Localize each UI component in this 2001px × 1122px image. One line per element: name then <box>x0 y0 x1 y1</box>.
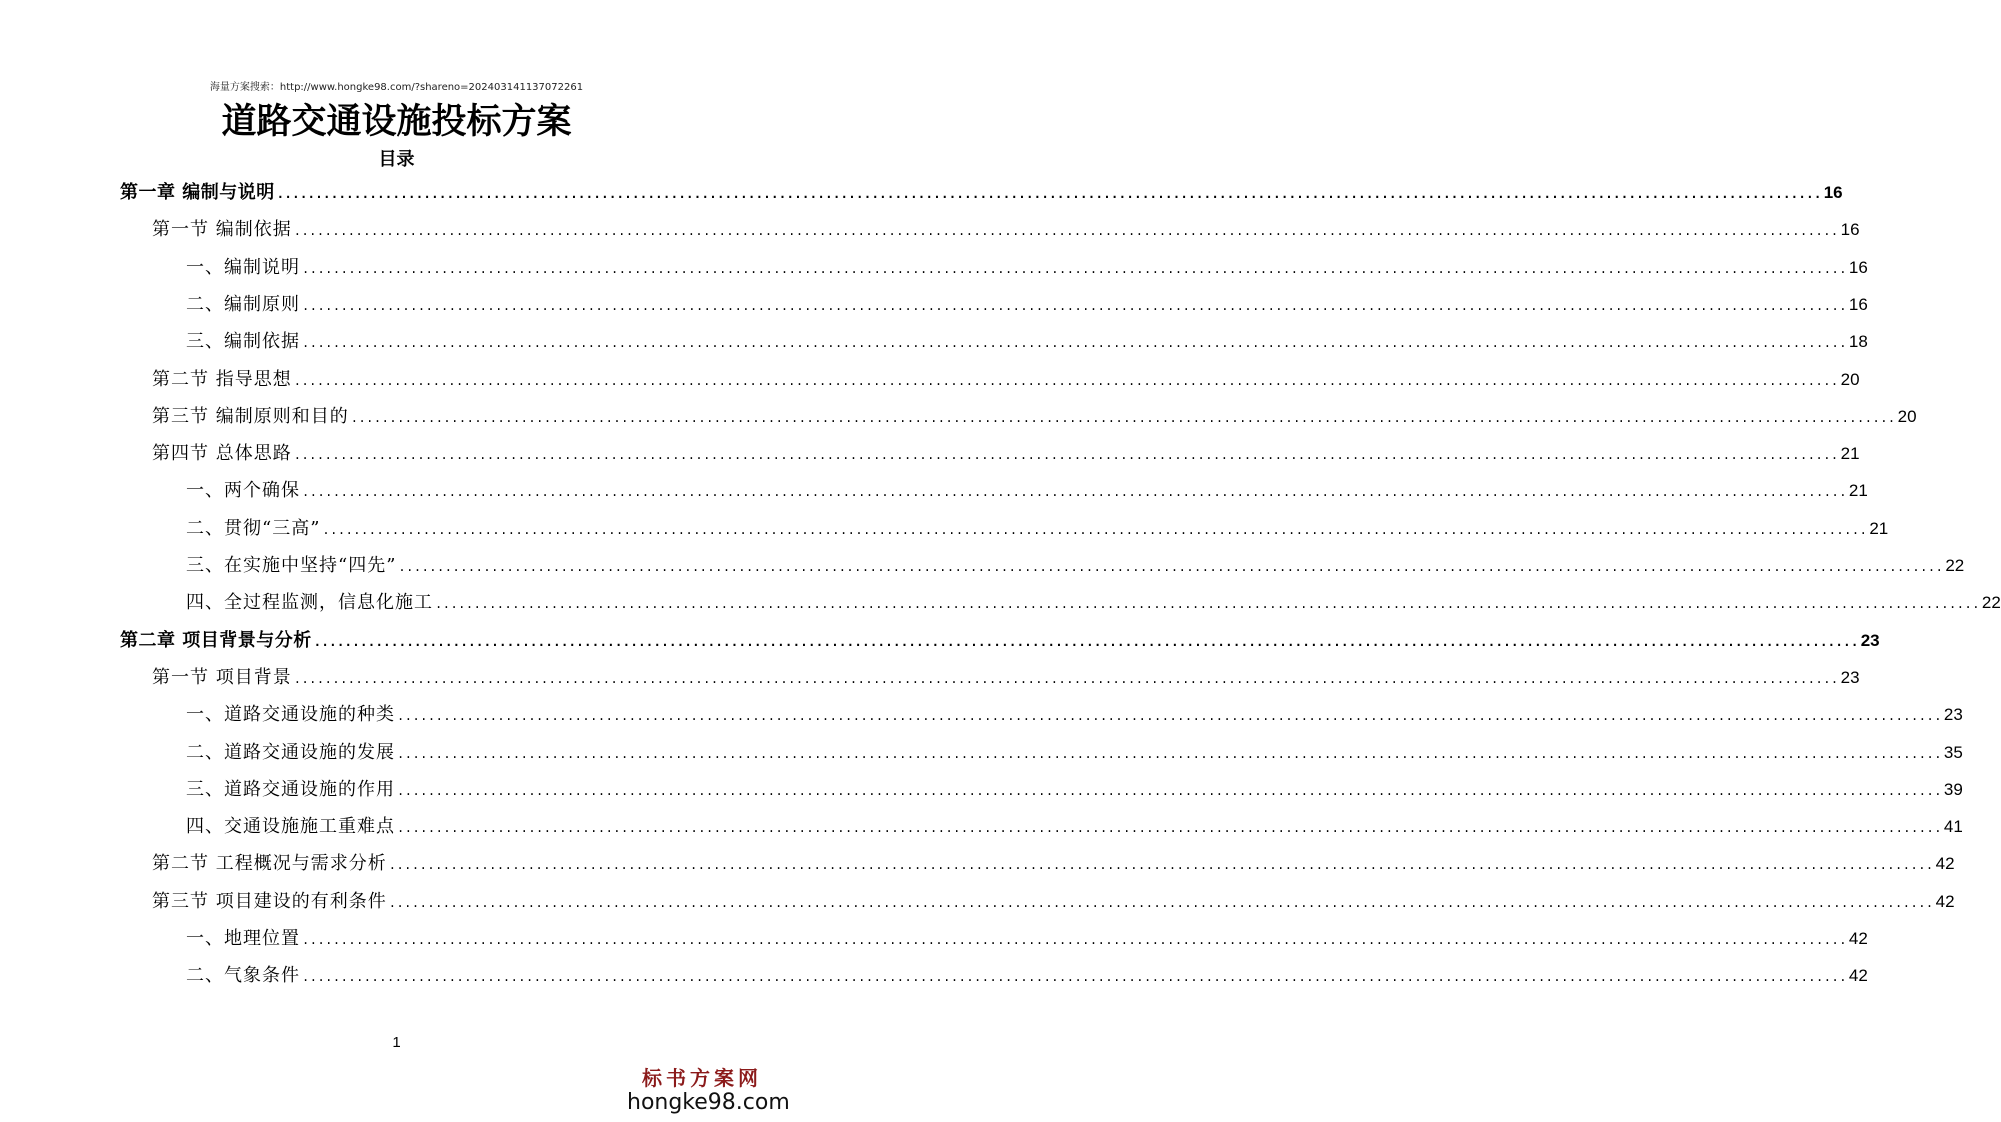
toc-entry-label: 二、编制原则 <box>186 293 300 315</box>
document-title: 道路交通设施投标方案 <box>221 102 572 142</box>
toc-entry-page: 18 <box>1848 332 1868 352</box>
toc-entry-page: 20 <box>1840 369 1860 389</box>
toc-entry-page: 21 <box>1840 444 1860 464</box>
toc-entry-label: 第二节 工程概况与需求分析 <box>152 853 387 875</box>
toc-entry-item[interactable] <box>186 472 1868 509</box>
toc-dot-leader: ........................................................................................................................................................................................................ <box>276 187 1822 201</box>
toc-dot-leader: ........................................................................................................................................................................................................ <box>302 933 1847 947</box>
toc-entry-item[interactable] <box>186 286 1868 323</box>
toc-entry-label: 二、贯彻“三高” <box>186 517 321 539</box>
toc-entry-section[interactable] <box>152 211 1860 248</box>
toc-dot-leader: ........................................................................................................................................................................................................ <box>302 298 1847 313</box>
toc-entry-item[interactable] <box>186 808 1963 845</box>
toc-dot-leader: ........................................................................................................................................................................................................ <box>302 970 1847 985</box>
toc-dot-leader: ........................................................................................................................................................................................................ <box>322 522 1868 537</box>
toc-entry-page: 21 <box>1869 518 1889 538</box>
toc-entry-item[interactable] <box>186 734 1963 771</box>
toc-entry-label: 第一节 编制依据 <box>152 219 292 241</box>
toc-entry-page: 23 <box>1840 667 1860 687</box>
toc-entry-page: 16 <box>1848 257 1868 277</box>
toc-entry-section[interactable] <box>152 435 1860 472</box>
toc-dot-leader: ........................................................................................................................................................................................................ <box>388 858 1934 873</box>
toc-entry-item[interactable] <box>186 584 2001 621</box>
toc-entry-label: 一、地理位置 <box>186 928 300 949</box>
toc-dot-leader: ........................................................................................................................................................................................................ <box>398 560 1944 574</box>
toc-entry-section[interactable] <box>152 398 1917 435</box>
toc-entry-chapter[interactable] <box>120 174 1843 211</box>
toc-entry-item[interactable] <box>186 249 1868 286</box>
toc-dot-leader: ........................................................................................................................................................................................................ <box>293 224 1839 239</box>
toc-dot-leader: ........................................................................................................................................................................................................ <box>313 634 1859 649</box>
toc-dot-leader: ........................................................................................................................................................................................................ <box>397 783 1942 798</box>
toc-entry-page: 42 <box>1848 966 1868 986</box>
toc-entry-page: 21 <box>1848 481 1868 501</box>
toc-dot-leader: ........................................................................................................................................................................................................ <box>293 373 1839 388</box>
toc-entry-page: 23 <box>1943 705 1963 725</box>
toc-dot-leader: ........................................................................................................................................................................................................ <box>397 709 1942 724</box>
toc-entry-item[interactable] <box>186 920 1868 957</box>
toc-dot-leader: ........................................................................................................................................................................................................ <box>435 597 1980 612</box>
toc-entry-label: 三、道路交通设施的作用 <box>186 778 395 800</box>
toc-entry-label: 一、道路交通设施的种类 <box>186 704 395 726</box>
toc-entry-page: 16 <box>1848 294 1868 314</box>
toc-dot-leader: ........................................................................................................................................................................................................ <box>350 410 1896 425</box>
toc-entry-item[interactable] <box>186 771 1963 808</box>
toc-entry-page: 35 <box>1943 742 1963 762</box>
toc-entry-label: 第一节 项目背景 <box>152 666 292 688</box>
toc-entry-label: 第三节 项目建设的有利条件 <box>152 890 387 912</box>
toc-entry-page: 41 <box>1943 817 1963 837</box>
toc-dot-leader: ........................................................................................................................................................................................................ <box>302 485 1847 500</box>
toc-entry-page: 42 <box>1935 891 1955 911</box>
watermark-en-text: hongke98.com <box>627 1090 790 1115</box>
toc-entry-label: 第一章 编制与说明 <box>120 182 275 203</box>
toc-dot-leader: ........................................................................................................................................................................................................ <box>397 746 1942 761</box>
toc-entry-label: 二、气象条件 <box>186 965 300 987</box>
watermark-cn-text: 标书方案网 <box>642 1066 762 1090</box>
toc-entry-item[interactable] <box>186 547 1965 584</box>
toc-entry-label: 第四节 总体思路 <box>152 443 292 465</box>
toc-entry-item[interactable] <box>186 510 1889 547</box>
toc-entry-page: 22 <box>1945 556 1965 575</box>
toc-dot-leader: ........................................................................................................................................................................................................ <box>302 261 1847 276</box>
toc-entry-section[interactable] <box>152 659 1860 696</box>
toc-entry-item[interactable] <box>186 696 1963 733</box>
header-search-note: 海量方案搜索：http://www.hongke98.com/?shareno=202403141137072261 <box>209 82 584 93</box>
toc-entry-label: 第三节 编制原则和目的 <box>152 405 349 427</box>
toc-entry-item[interactable] <box>186 957 1868 994</box>
toc-entry-page: 16 <box>1840 220 1860 240</box>
page-number: 1 <box>392 1034 401 1051</box>
toc-entry-label: 四、交通设施施工重难点 <box>186 816 395 838</box>
toc-dot-leader: ........................................................................................................................................................................................................ <box>397 821 1942 836</box>
toc-entry-page: 20 <box>1897 406 1917 426</box>
toc-heading: 目录 <box>378 149 415 170</box>
toc-entry-page: 42 <box>1935 854 1955 874</box>
toc-entry-page: 16 <box>1823 183 1843 202</box>
toc-entry-label: 第二章 项目背景与分析 <box>120 629 312 651</box>
toc-entry-page: 42 <box>1848 929 1868 948</box>
toc-entry-chapter[interactable] <box>120 622 1880 659</box>
toc-dot-leader: ........................................................................................................................................................................................................ <box>302 336 1847 351</box>
toc-entry-label: 二、道路交通设施的发展 <box>186 741 395 763</box>
toc-entry-page: 39 <box>1943 779 1963 799</box>
site-watermark-logo <box>627 1066 790 1116</box>
toc-dot-leader: ........................................................................................................................................................................................................ <box>388 895 1934 910</box>
toc-entry-label: 第二节 指导思想 <box>152 368 292 390</box>
toc-entry-label: 四、全过程监测，信息化施工 <box>186 592 433 614</box>
toc-entry-label: 三、在实施中坚持“四先” <box>186 555 397 576</box>
toc-entry-page: 23 <box>1860 630 1880 650</box>
toc-entry-section[interactable] <box>152 361 1860 398</box>
toc-entry-label: 三、编制依据 <box>186 331 300 353</box>
toc-dot-leader: ........................................................................................................................................................................................................ <box>293 671 1839 686</box>
toc-entry-section[interactable] <box>152 845 1955 882</box>
toc-entry-item[interactable] <box>186 323 1868 360</box>
toc-entry-page: 22 <box>1981 593 2001 613</box>
toc-dot-leader: ........................................................................................................................................................................................................ <box>293 448 1839 463</box>
toc-entry-label: 一、两个确保 <box>186 480 300 502</box>
toc-entry-label: 一、编制说明 <box>186 256 300 278</box>
toc-entry-section[interactable] <box>152 883 1955 920</box>
